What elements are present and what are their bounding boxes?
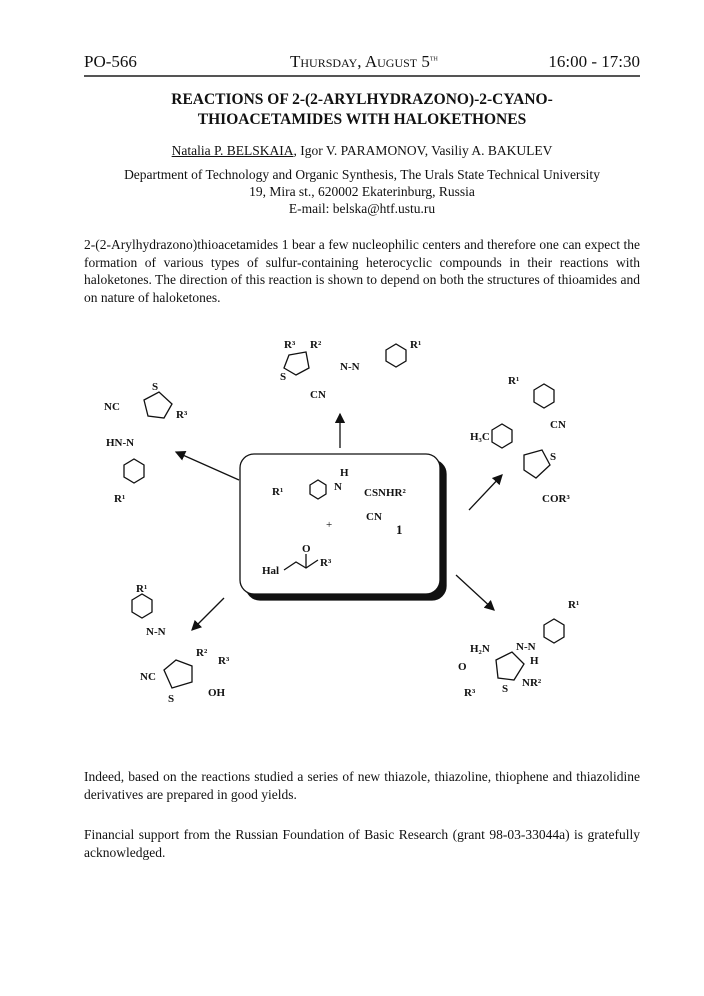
label: S: [550, 451, 557, 463]
header-rule: [84, 75, 640, 77]
thiazole-ring-top: [284, 352, 309, 375]
label: H: [340, 467, 349, 479]
label: R¹: [508, 375, 520, 387]
label: Hal: [262, 565, 280, 577]
conclusion-paragraph: Indeed, based on the reactions studied a series of new thiazole, thiazoline, thiophene and thiazolidine derivatives are prepared in good yields.: [84, 769, 640, 802]
presenting-author: Natalia P. BELSKAIA: [171, 143, 294, 158]
label: R³: [464, 687, 476, 699]
thiophene-ring: [496, 652, 524, 680]
benzene-ring-bottom-right: [544, 619, 564, 643]
label: S: [280, 371, 287, 383]
benzene-ring-left: [124, 459, 144, 483]
label: CSNHR²: [364, 487, 406, 499]
label: N-N: [340, 361, 360, 373]
label: R³: [284, 339, 296, 351]
abstract-paragraph: 2-(2-Arylhydrazono)thioacetamides 1 bear a few nucleophilic centers and therefore one can expect the formation of various types of sulfur-containing heterocyclic compounds in their reactions with haloketones. The direction of this reaction is shown to depend on both the structures of thioamides and on nature of haloketones.: [84, 237, 640, 305]
label: NC: [104, 401, 120, 413]
label: R³: [320, 557, 332, 569]
label: HN-N: [106, 437, 135, 449]
arrow-bottom-left: [192, 598, 224, 630]
benzene-ring-right-top: [534, 384, 554, 408]
label: R³: [176, 409, 188, 421]
label: CN: [366, 511, 382, 523]
reaction-scheme: [84, 330, 644, 730]
label: H: [530, 655, 539, 667]
label: R²: [196, 647, 208, 659]
session-time: 16:00 - 17:30: [548, 52, 640, 71]
benzene-ring-top: [386, 344, 406, 367]
label: N-N: [516, 641, 536, 653]
label: O: [302, 543, 311, 555]
affiliation: [84, 166, 640, 217]
label: H₂N: [470, 643, 490, 655]
label: R³: [218, 655, 230, 667]
title-line-1: REACTIONS OF 2-(2-ARYLHYDRAZONO)-2-CYANO-: [171, 91, 553, 108]
affiliation-address: 19, Mira st., 620002 Ekaterinburg, Russia: [249, 184, 475, 199]
label: R¹: [568, 599, 580, 611]
arrow-bottom-right: [456, 575, 494, 610]
affiliation-email: E-mail: belska@htf.ustu.ru: [288, 201, 436, 216]
label: +: [326, 519, 333, 531]
arrow-right: [469, 475, 502, 510]
label: N-N: [146, 626, 166, 638]
thiadiazole-ring: [524, 450, 550, 478]
date-text: Thursday, August 5: [290, 52, 430, 71]
thiazole-ring-left: [144, 392, 172, 418]
label: R¹: [410, 339, 422, 351]
session-code: PO-566: [84, 52, 137, 71]
affiliation-department: Department of Technology and Organic Synthesis, The Urals State Technical University: [124, 167, 600, 182]
benzene-ring-bottom-left: [132, 594, 152, 618]
thiazolidine-ring: [164, 660, 192, 688]
label: R¹: [136, 583, 148, 595]
label: OH: [208, 687, 226, 699]
label: O: [458, 661, 467, 673]
label: S: [168, 693, 175, 705]
session-date: [290, 52, 438, 72]
arrow-left: [176, 452, 239, 480]
date-suffix: th: [429, 53, 438, 63]
label: N: [334, 481, 342, 493]
label: NC: [140, 671, 156, 683]
label: COR³: [542, 493, 570, 505]
label: CN: [310, 389, 326, 401]
title-line-2: THIOACETAMIDES WITH HALOKETHONES: [197, 111, 527, 128]
label: S: [152, 381, 159, 393]
label: H₃C: [470, 431, 490, 443]
acknowledgement-paragraph: Financial support from the Russian Foundation of Basic Research (grant 98-03-33044a) is gratefully acknowledged.: [84, 827, 640, 860]
label: NR²: [522, 677, 542, 689]
label: R¹: [272, 486, 284, 498]
label: R¹: [114, 493, 126, 505]
label: R²: [310, 339, 322, 351]
compound-number: 1: [396, 522, 403, 537]
benzene-ring-right: [492, 424, 512, 448]
label: CN: [550, 419, 566, 431]
co-authors: , Igor V. PARAMONOV, Vasiliy A. BAKULEV: [293, 143, 553, 158]
paper-title: [84, 90, 640, 130]
authors: [84, 143, 640, 159]
label: S: [502, 683, 509, 695]
